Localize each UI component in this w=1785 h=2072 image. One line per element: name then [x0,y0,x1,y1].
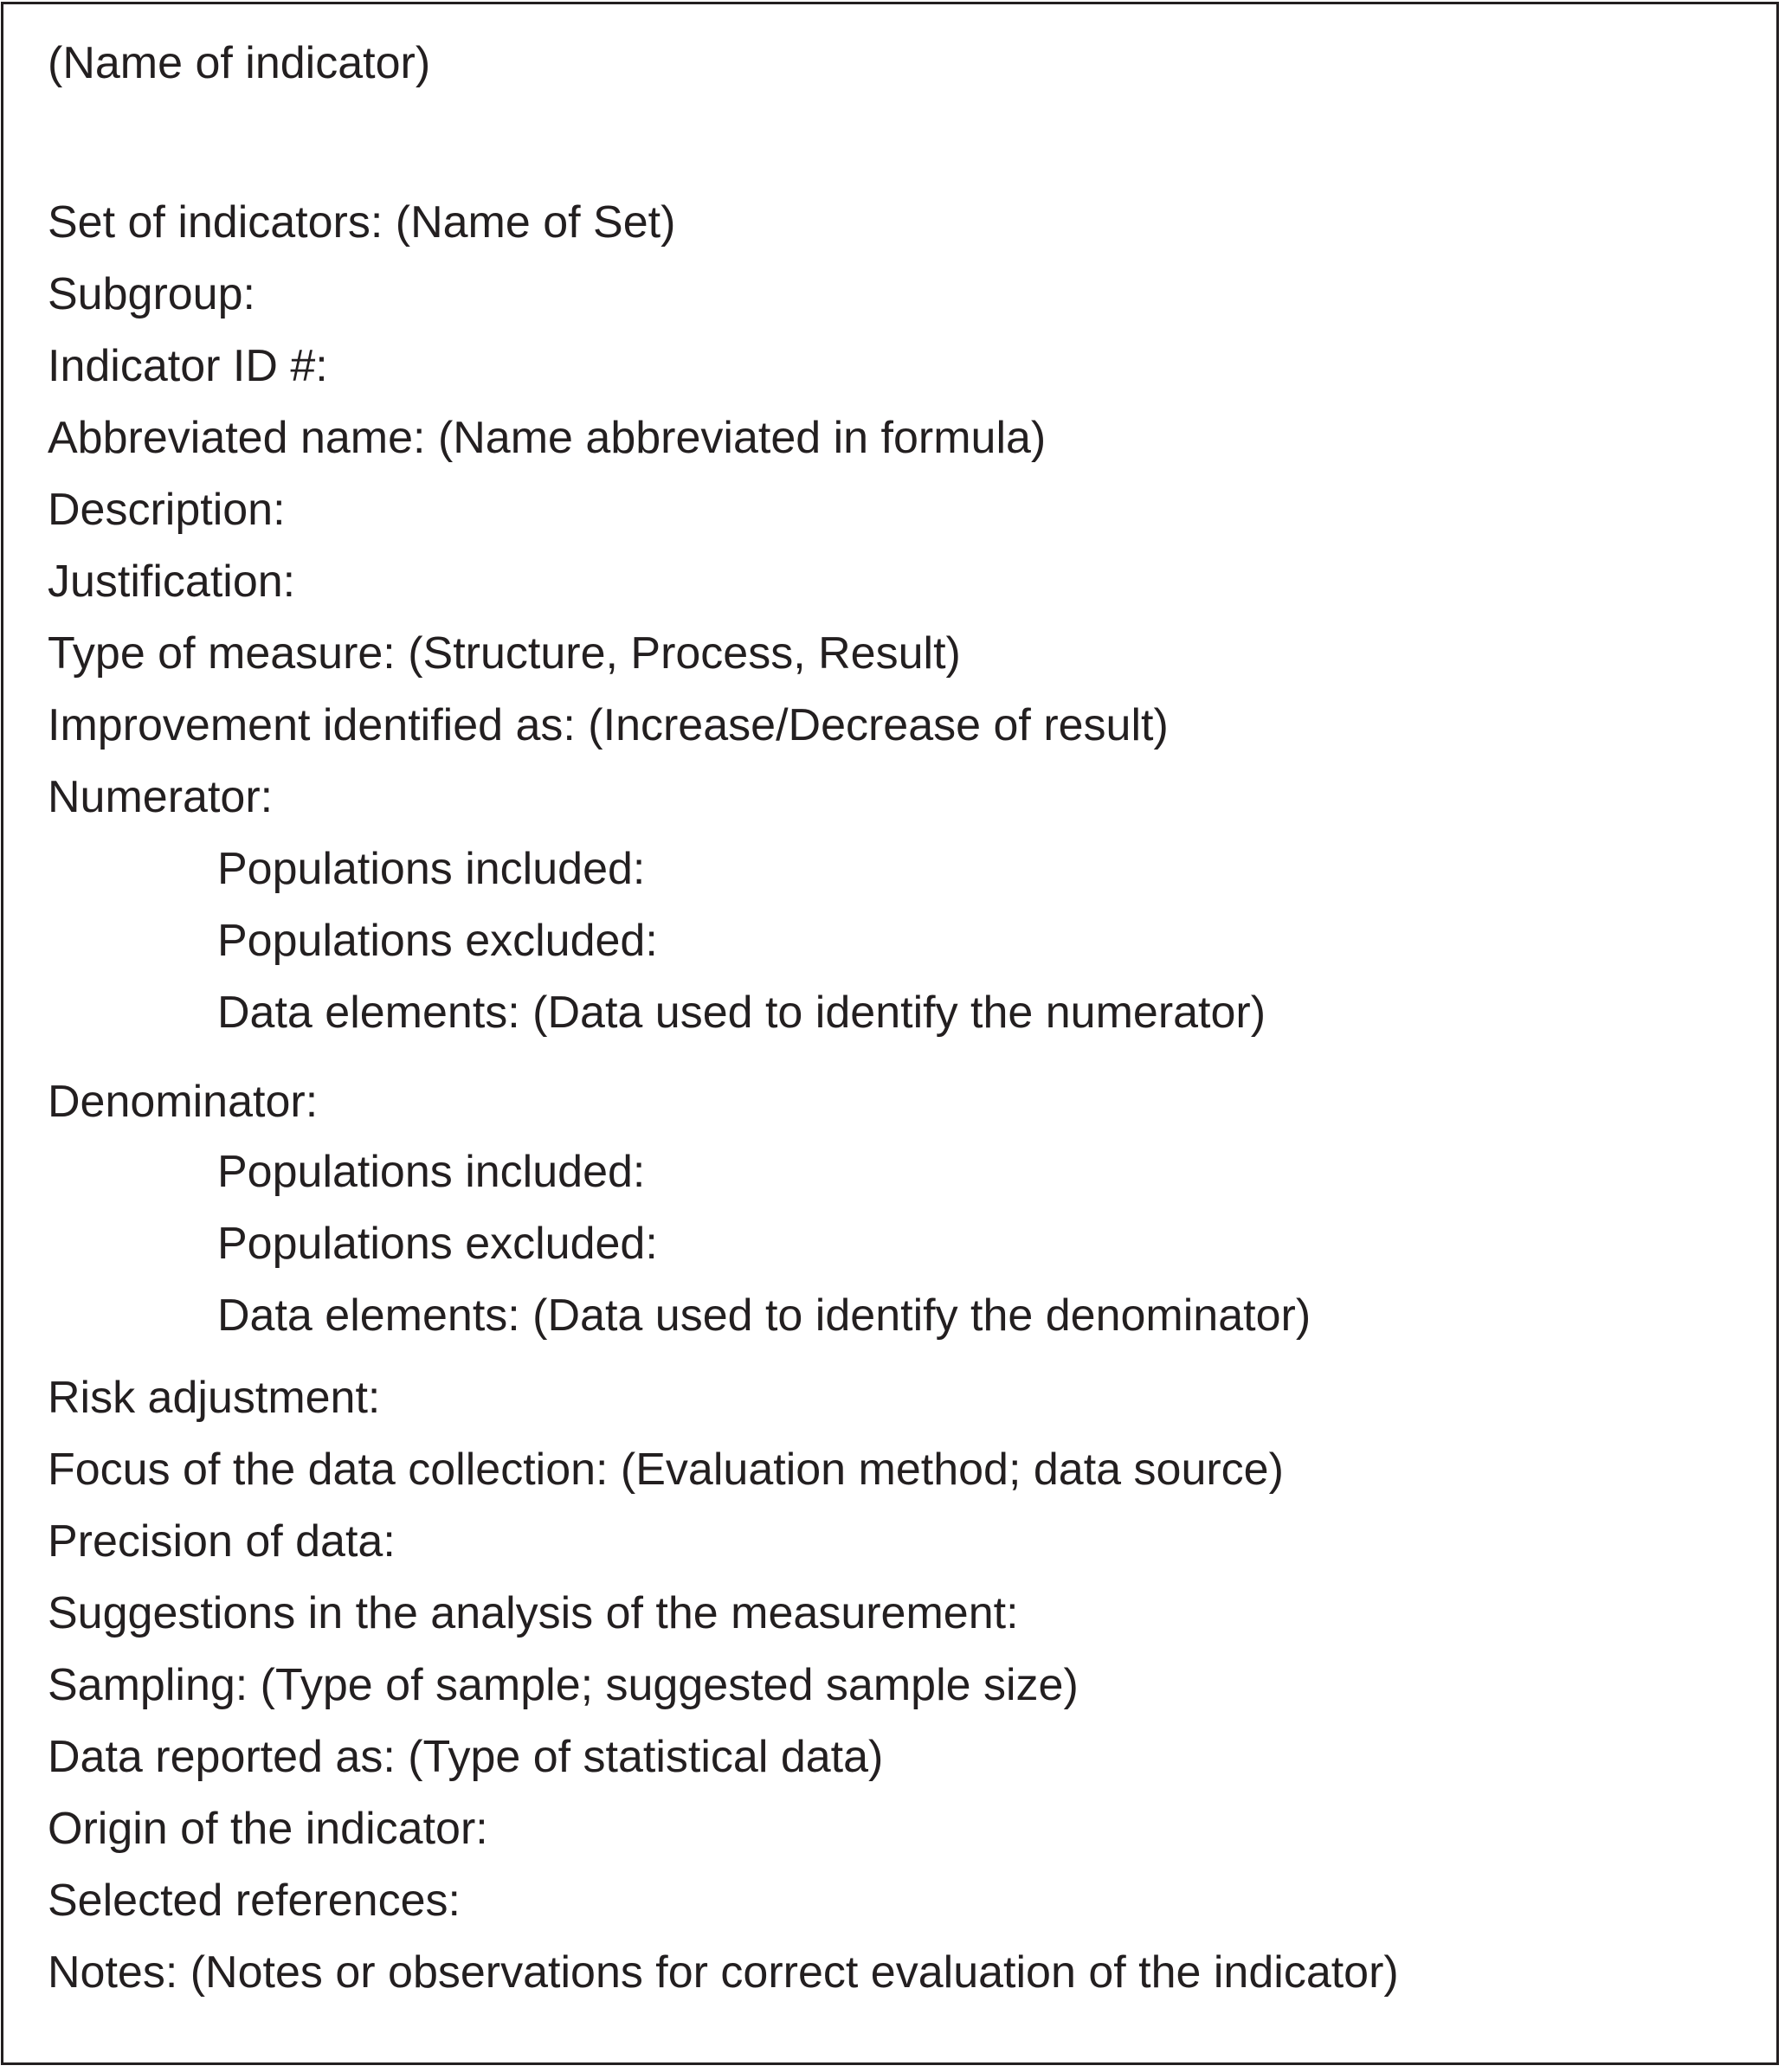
description-field: Description: [48,485,286,535]
denominator-populations-included: Populations included: [217,1147,646,1197]
selected-references-field: Selected references: [48,1876,461,1926]
denominator-label: Denominator: [48,1077,319,1127]
data-collection-focus-field: Focus of the data collection: (Evaluation method; data source) [48,1445,1284,1495]
notes-field: Notes: (Notes or observations for correct evaluation of the indicator) [48,1947,1399,1998]
indicator-template-box [1,2,1779,2065]
sampling-field: Sampling: (Type of sample; suggested sample size) [48,1660,1079,1710]
indicator-name-title: (Name of indicator) [48,38,431,88]
analysis-suggestions-field: Suggestions in the analysis of the measurement: [48,1588,1019,1638]
improvement-field: Improvement identified as: (Increase/Decrease of result) [48,700,1169,750]
data-reported-as-field: Data reported as: (Type of statistical data) [48,1732,884,1782]
risk-adjustment-field: Risk adjustment: [48,1373,381,1423]
type-of-measure-field: Type of measure: (Structure, Process, Result) [48,628,961,679]
numerator-populations-excluded: Populations excluded: [217,916,658,966]
set-of-indicators-field: Set of indicators: (Name of Set) [48,197,676,248]
origin-field: Origin of the indicator: [48,1804,488,1854]
indicator-id-field: Indicator ID #: [48,341,328,391]
denominator-populations-excluded: Populations excluded: [217,1219,658,1269]
numerator-label: Numerator: [48,772,274,822]
subgroup-field: Subgroup: [48,269,255,319]
numerator-populations-included: Populations included: [217,844,646,894]
denominator-data-elements: Data elements: (Data used to identify the denominator) [217,1290,1311,1341]
abbreviated-name-field: Abbreviated name: (Name abbreviated in formula) [48,413,1047,463]
precision-of-data-field: Precision of data: [48,1516,396,1567]
justification-field: Justification: [48,557,296,607]
numerator-data-elements: Data elements: (Data used to identify the numerator) [217,988,1266,1038]
